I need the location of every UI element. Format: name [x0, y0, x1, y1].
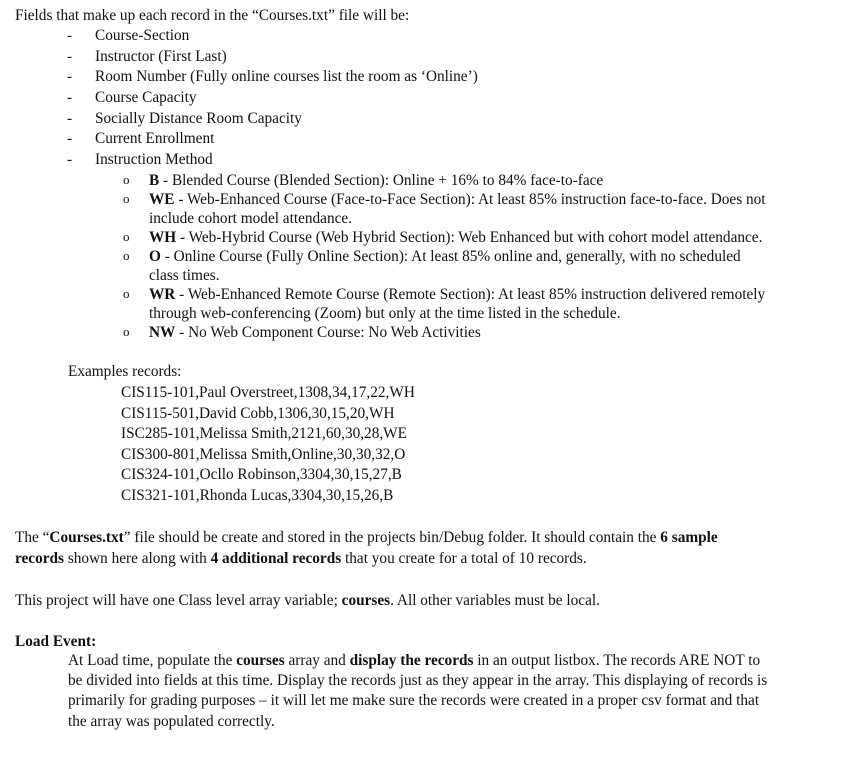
method-code: NW: [149, 324, 176, 341]
examples-heading: Examples records:: [68, 363, 182, 380]
bold-run: records: [15, 550, 64, 567]
text-run: array and: [284, 652, 350, 669]
circle-bullet-icon: o: [123, 229, 130, 244]
dash-bullet: -: [67, 110, 73, 127]
load-event-line-4: the array was populated correctly.: [68, 713, 275, 730]
intro-prefix: Fields that make up each record in the: [15, 7, 253, 24]
example-record: ISC285-101,Melissa Smith,2121,60,30,28,WE: [121, 425, 407, 442]
bold-run: 4 additional records: [210, 550, 342, 567]
load-event-line-3: primarily for grading purposes – it will let me make sure the records were created in a proper csv format and that: [68, 692, 760, 709]
text-run: that you create for a total of 10 records.: [341, 550, 587, 567]
field-label: Instruction Method: [95, 151, 213, 168]
class-variable-line: [15, 590, 600, 611]
dash-bullet: -: [67, 48, 73, 65]
dash-bullet: -: [67, 130, 73, 147]
field-label: Room Number (Fully online courses list the room as ‘Online’): [95, 68, 478, 85]
method-code: B: [149, 172, 160, 189]
method-desc-cont: include cohort model attendance.: [149, 210, 353, 227]
dash-bullet: -: [67, 89, 73, 106]
text-run: in an output listbox. The records ARE NOT to: [473, 652, 761, 669]
example-record: CIS300-801,Melissa Smith,Online,30,30,32,O: [121, 446, 406, 463]
bold-run: courses: [341, 592, 391, 609]
circle-bullet-icon: o: [123, 191, 130, 206]
method-desc-cont: class times.: [149, 267, 220, 284]
method-line: [149, 171, 603, 190]
bold-run: courses: [236, 652, 285, 669]
section-heading: Load Event:: [15, 633, 97, 650]
load-event-heading: [15, 631, 96, 652]
text-run: shown here along with: [64, 550, 211, 567]
circle-bullet-icon: o: [123, 324, 130, 339]
courses-file-line-2: [15, 548, 587, 569]
method-desc: - Blended Course (Blended Section): Online + 16% to 84% face-to-face: [159, 172, 604, 189]
method-line: [149, 247, 741, 266]
method-code: O: [149, 248, 161, 265]
field-label: Current Enrollment: [95, 130, 215, 147]
method-desc: - Online Course (Fully Online Section): At least 85% online and, generally, with no scheduled: [160, 248, 741, 265]
circle-bullet-icon: o: [123, 172, 130, 187]
method-desc: - No Web Component Course: No Web Activities: [175, 324, 481, 341]
bold-run: 6 sample: [660, 529, 718, 546]
method-line: [149, 323, 481, 342]
method-line: [149, 228, 762, 247]
method-desc: - Web-Enhanced Course (Face-to-Face Section): At least 85% instruction face-to-face. Does not: [174, 191, 766, 208]
method-desc-cont: through web-conferencing (Zoom) but only at the time listed in the schedule.: [149, 305, 621, 322]
field-label: Socially Distance Room Capacity: [95, 110, 302, 127]
dash-bullet: -: [67, 151, 73, 168]
dash-bullet: -: [67, 27, 73, 44]
load-event-line-1: [68, 651, 760, 671]
field-label: Course-Section: [95, 27, 190, 44]
method-code: WH: [149, 229, 177, 246]
load-event-line-2: be divided into fields at this time. Display the records just as they appear in the array. This displaying of records is: [68, 672, 768, 689]
example-record: CIS321-101,Rhonda Lucas,3304,30,15,26,B: [121, 487, 394, 504]
method-code: WE: [149, 191, 175, 208]
method-line: [149, 285, 765, 304]
bold-run: display the records: [349, 652, 474, 669]
method-desc: - Web-Hybrid Course (Web Hybrid Section): Web Enhanced but with cohort model attendance.: [176, 229, 763, 246]
circle-bullet-icon: o: [123, 286, 130, 301]
text-run: . All other variables must be local.: [390, 592, 600, 609]
example-record: CIS324-101,Ocllo Robinson,3304,30,15,27,B: [121, 466, 402, 483]
method-line: [149, 190, 766, 209]
text-run: The “: [15, 529, 50, 546]
circle-bullet-icon: o: [123, 248, 130, 263]
text-run: ” file should be create and stored in the projects bin/Debug folder. It should contain the: [123, 529, 661, 546]
intro-line: [15, 6, 409, 26]
text-run: This project will have one Class level array variable;: [15, 592, 342, 609]
filename: Courses.txt: [49, 529, 124, 546]
intro-filename: “Courses.txt”: [252, 7, 335, 24]
example-record: CIS115-501,David Cobb,1306,30,15,20,WH: [121, 405, 395, 422]
courses-file-line-1: [15, 527, 718, 548]
text-run: At Load time, populate the: [68, 652, 237, 669]
example-record: CIS115-101,Paul Overstreet,1308,34,17,22,WH: [121, 384, 415, 401]
field-label: Course Capacity: [95, 89, 197, 106]
method-code: WR: [149, 286, 176, 303]
field-label: Instructor (First Last): [95, 48, 227, 65]
dash-bullet: -: [67, 68, 73, 85]
intro-suffix: file will be:: [334, 7, 410, 24]
method-desc: - Web-Enhanced Remote Course (Remote Section): At least 85% instruction delivered remotely: [175, 286, 766, 303]
